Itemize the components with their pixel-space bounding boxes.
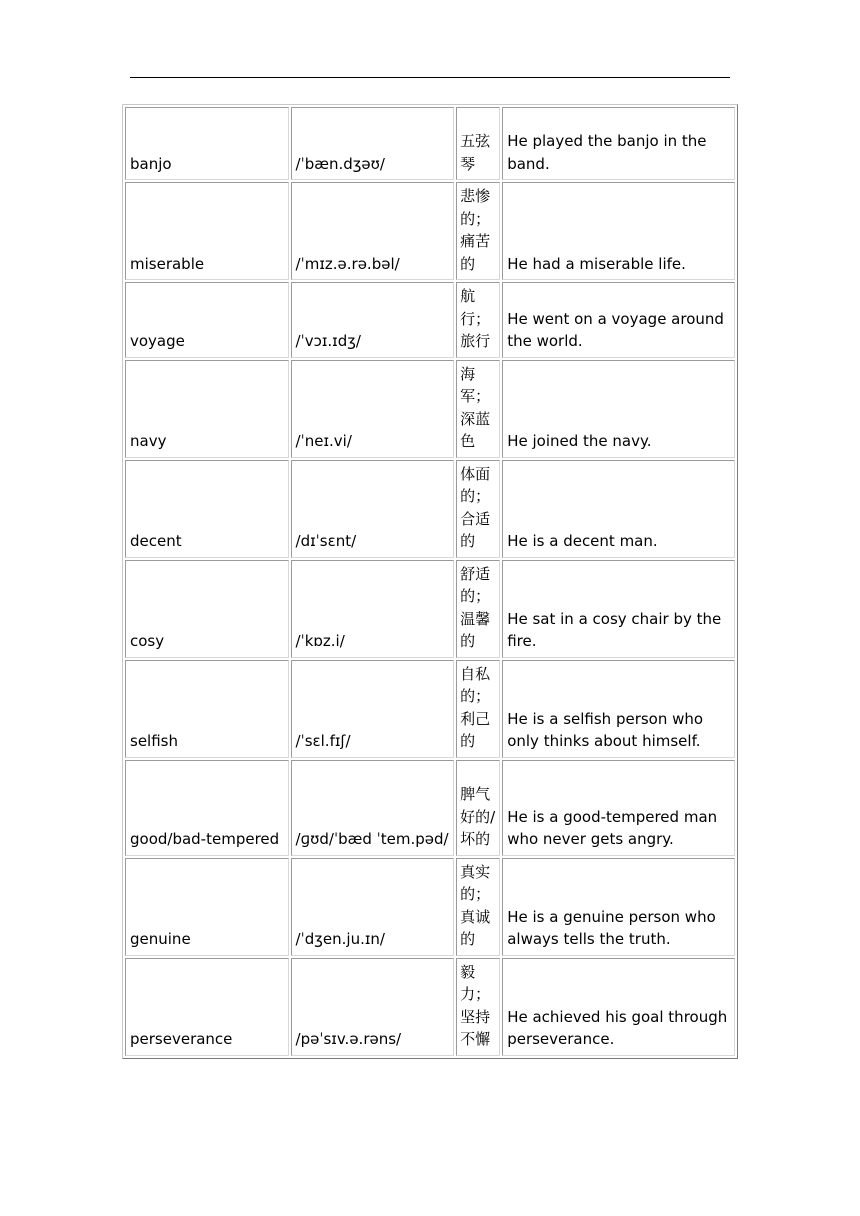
meaning-cell: 毅力；坚持不懈 <box>456 958 500 1056</box>
header-rule <box>130 77 730 78</box>
word-cell: voyage <box>125 282 289 358</box>
meaning-cell: 体面的；合适的 <box>456 460 500 558</box>
ipa-cell: /ˈneɪ.vi/ <box>291 360 455 458</box>
example-cell: He achieved his goal through perseverance. <box>502 958 735 1056</box>
meaning-cell: 脾气好的/坏的 <box>456 760 500 856</box>
table-row <box>125 282 735 358</box>
ipa-cell: /ˈkɒz.i/ <box>291 560 455 658</box>
table-row <box>125 460 735 558</box>
ipa-cell: /ɡʊd/ˈbæd ˈtem.pəd/ <box>291 760 455 856</box>
table-row <box>125 958 735 1056</box>
table-row <box>125 182 735 280</box>
word-cell: selfish <box>125 660 289 758</box>
example-cell: He played the banjo in the band. <box>502 107 735 180</box>
example-cell: He is a genuine person who always tells the truth. <box>502 858 735 956</box>
ipa-cell: /pəˈsɪv.ə.rəns/ <box>291 958 455 1056</box>
word-cell: perseverance <box>125 958 289 1056</box>
meaning-cell: 五弦琴 <box>456 107 500 180</box>
example-cell: He joined the navy. <box>502 360 735 458</box>
meaning-cell: 舒适的；温馨的 <box>456 560 500 658</box>
ipa-cell: /dɪˈsɛnt/ <box>291 460 455 558</box>
example-cell: He is a good-tempered man who never gets angry. <box>502 760 735 856</box>
table-row <box>125 660 735 758</box>
table-row <box>125 360 735 458</box>
table-row <box>125 107 735 180</box>
ipa-cell: /ˈsɛl.fɪʃ/ <box>291 660 455 758</box>
word-cell: cosy <box>125 560 289 658</box>
table-row <box>125 760 735 856</box>
word-cell: banjo <box>125 107 289 180</box>
table-row <box>125 560 735 658</box>
example-cell: He is a decent man. <box>502 460 735 558</box>
vocabulary-table <box>122 104 738 1059</box>
example-cell: He sat in a cosy chair by the fire. <box>502 560 735 658</box>
table-row <box>125 858 735 956</box>
ipa-cell: /ˈmɪz.ə.rə.bəl/ <box>291 182 455 280</box>
word-cell: miserable <box>125 182 289 280</box>
ipa-cell: /ˈvɔɪ.ɪdʒ/ <box>291 282 455 358</box>
ipa-cell: /ˈbæn.dʒəʊ/ <box>291 107 455 180</box>
example-cell: He had a miserable life. <box>502 182 735 280</box>
meaning-cell: 海军；深蓝色 <box>456 360 500 458</box>
word-cell: genuine <box>125 858 289 956</box>
meaning-cell: 悲惨的；痛苦的 <box>456 182 500 280</box>
meaning-cell: 航行；旅行 <box>456 282 500 358</box>
meaning-cell: 自私的；利己的 <box>456 660 500 758</box>
word-cell: navy <box>125 360 289 458</box>
example-cell: He is a selfish person who only thinks about himself. <box>502 660 735 758</box>
example-cell: He went on a voyage around the world. <box>502 282 735 358</box>
meaning-cell: 真实的；真诚的 <box>456 858 500 956</box>
ipa-cell: /ˈdʒen.ju.ɪn/ <box>291 858 455 956</box>
word-cell: decent <box>125 460 289 558</box>
word-cell: good/bad-tempered <box>125 760 289 856</box>
